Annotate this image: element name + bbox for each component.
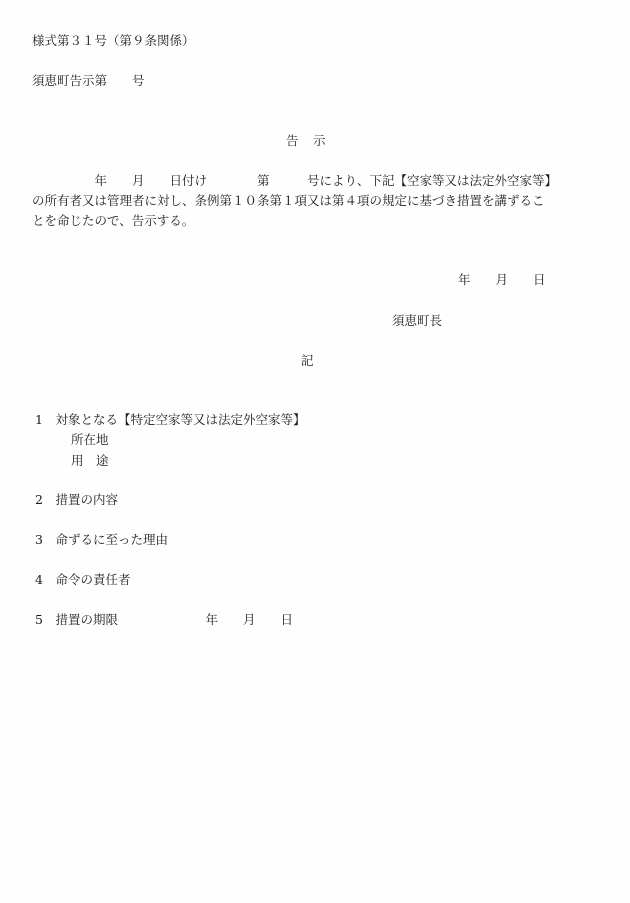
item-1-use-label: 用 途 [71, 453, 109, 468]
item-5-deadline: 5 措置の期限 年 月 日 [35, 612, 293, 627]
body-text-line-2: の所有者又は管理者に対し、条例第１０条第１項又は第４項の規定に基づき措置を講ずるこ [32, 193, 545, 208]
item-4-responsible-person: 4 命令の責任者 [35, 572, 131, 587]
item-3-reason: 3 命ずるに至った理由 [35, 532, 168, 547]
item-2-measure-content: 2 措置の内容 [35, 492, 118, 507]
body-text-line-3: とを命じたので、告示する。 [32, 213, 195, 228]
item-1-target: 1 対象となる【特定空家等又は法定外空家等】 [35, 412, 306, 427]
issue-date: 年 月 日 [458, 272, 546, 287]
body-text-line-1: 年 月 日付け 第 号により、下記【空家等又は法定外空家等】 [32, 173, 558, 188]
notice-number: 須恵町告示第 号 [32, 73, 145, 88]
form-number: 様式第３１号（第９条関係） [32, 33, 195, 48]
issuer-name: 須恵町長 [392, 313, 443, 328]
ki-heading: 記 [301, 353, 314, 368]
item-1-location-label: 所在地 [71, 432, 109, 447]
notice-title: 告 示 [286, 133, 327, 148]
